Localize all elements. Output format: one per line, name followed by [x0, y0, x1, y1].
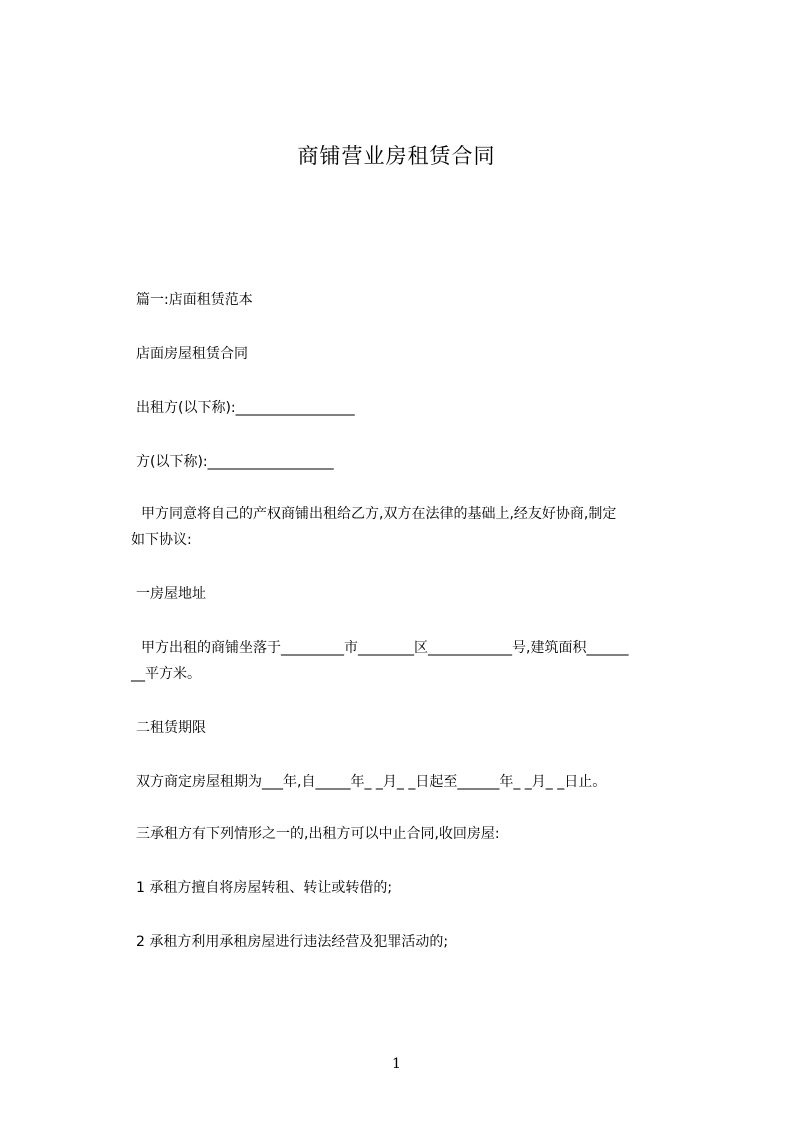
address-clause-line1: 甲方出租的商铺坐落于_________市________区____________号,建筑面积______: [141, 640, 629, 656]
agreement-intro-line1: 甲方同意将自己的产权商铺出租给乙方,双方在法律的基础上,经友好协商,制定: [141, 506, 617, 522]
agreement-intro-line2: 如下协议:: [131, 532, 192, 548]
lessee-line: 方(以下称):__________________: [136, 454, 334, 470]
document-title: 商铺营业房租赁合同: [297, 144, 496, 168]
termination-item-2: 2 承租方利用承租房屋进行违法经营及犯罪活动的;: [136, 934, 449, 950]
term-clause: 双方商定房屋租期为___年,自_____年_ _月_ _日起至______年_ _月_ _日止。: [136, 774, 607, 790]
termination-item-1: 1 承租方擅自将房屋转租、转让或转借的;: [136, 880, 393, 896]
section-heading-part1: 篇一:店面租赁范本: [136, 292, 253, 308]
lessor-line: 出租方(以下称):_________________: [136, 400, 355, 416]
clause-heading-term: 二租赁期限: [136, 720, 206, 736]
page-number: 1: [392, 1056, 401, 1072]
contract-subtitle: 店面房屋租赁合同: [136, 346, 248, 362]
address-clause-line2: __平方米。: [131, 666, 201, 682]
clause-heading-address: 一房屋地址: [136, 586, 206, 602]
clause-heading-termination: 三承租方有下列情形之一的,出租方可以中止合同,收回房屋:: [136, 826, 500, 842]
